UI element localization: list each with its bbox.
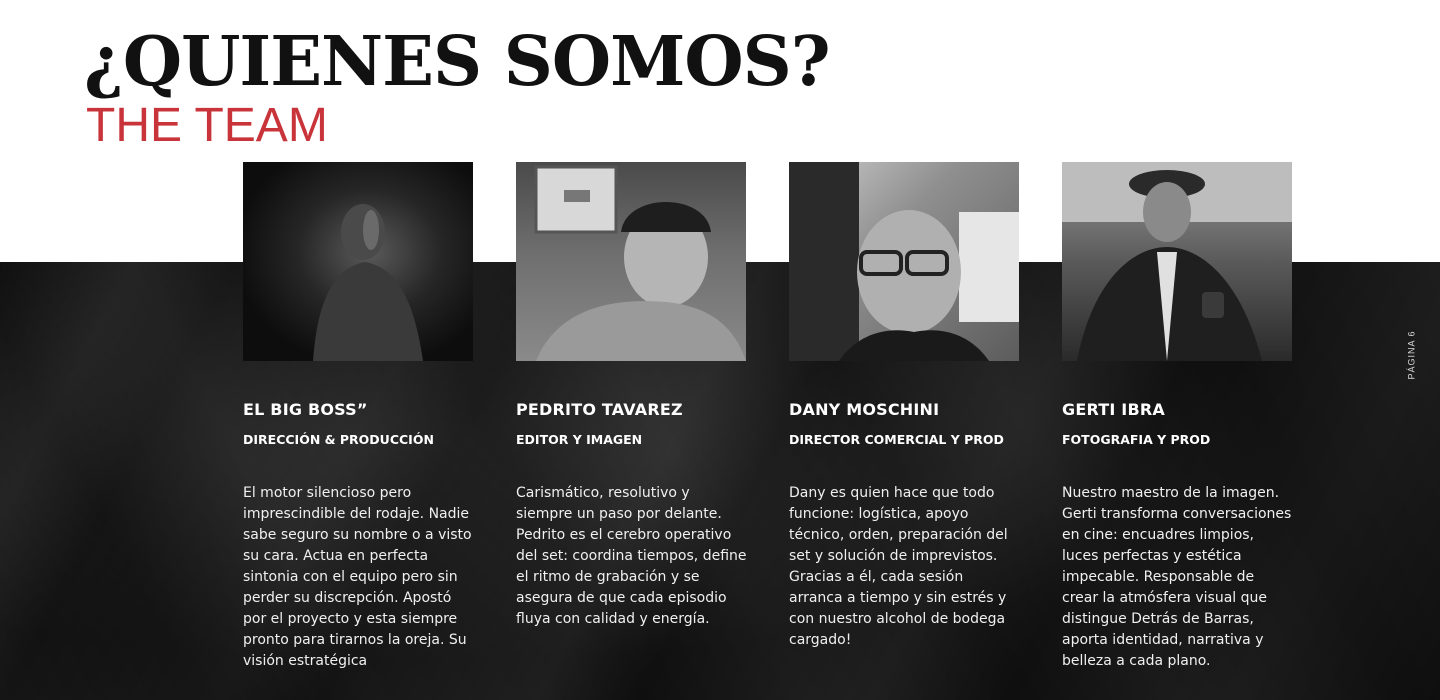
member-role: EDITOR Y IMAGEN [516, 432, 643, 447]
member-photo [243, 162, 473, 361]
page-number: PÁGINA 6 [1406, 330, 1417, 380]
member-role: DIRECCIÓN & PRODUCCIÓN [243, 432, 434, 447]
member-bio: Nuestro maestro de la imagen. Gerti transforma conversaciones en cine: encuadres limpios, luces perfectas y estética impecable. Responsable de crear la atmósfera visual que distingue Detrás de Barras, aporta identidad, narrativa y belleza a cada plano. [1062, 485, 1292, 669]
member-photo [516, 162, 746, 361]
member-name: EL BIG BOSS” [243, 400, 368, 419]
member-bio: Carismático, resolutivo y siempre un paso por delante. Pedrito es el cerebro operativo del set: coordina tiempos, define el ritmo de grabación y se asegura de que cada episodio fluya con calidad y energía. [516, 485, 747, 627]
member-role: DIRECTOR COMERCIAL Y PROD [789, 432, 1004, 447]
member-photo [789, 162, 1019, 361]
person-silhouette-icon [789, 162, 1019, 361]
team-member-card [1062, 162, 1294, 669]
member-name: GERTI IBRA [1062, 400, 1165, 419]
team-member-card [516, 162, 748, 627]
team-member-card [789, 162, 1021, 648]
member-name: PEDRITO TAVAREZ [516, 400, 683, 419]
person-silhouette-icon [516, 162, 746, 361]
person-silhouette-icon [243, 162, 473, 361]
page-title: ¿QUIENES SOMOS? [84, 22, 830, 102]
member-photo [1062, 162, 1292, 361]
member-bio: Dany es quien hace que todo funcione: logística, apoyo técnico, orden, preparación del set y solución de imprevistos. Gracias a él, cada sesión arranca a tiempo y sin estrés y con nuestro alcohol de bodega cargado! [789, 485, 1008, 648]
member-role: FOTOGRAFIA Y PROD [1062, 432, 1211, 447]
person-silhouette-icon [1062, 162, 1292, 361]
member-name: DANY MOSCHINI [789, 400, 940, 419]
team-member-card [243, 162, 475, 669]
member-bio: El motor silencioso pero imprescindible del rodaje. Nadie sabe seguro su nombre o a visto su cara. Actua en perfecta sintonia con el equipo pero sin perder su discrepción. Apostó por el proyecto y esta siempre pronto para tirarnos la oreja. Su visión estratégica [243, 485, 472, 669]
page-subtitle: THE TEAM [86, 99, 328, 152]
